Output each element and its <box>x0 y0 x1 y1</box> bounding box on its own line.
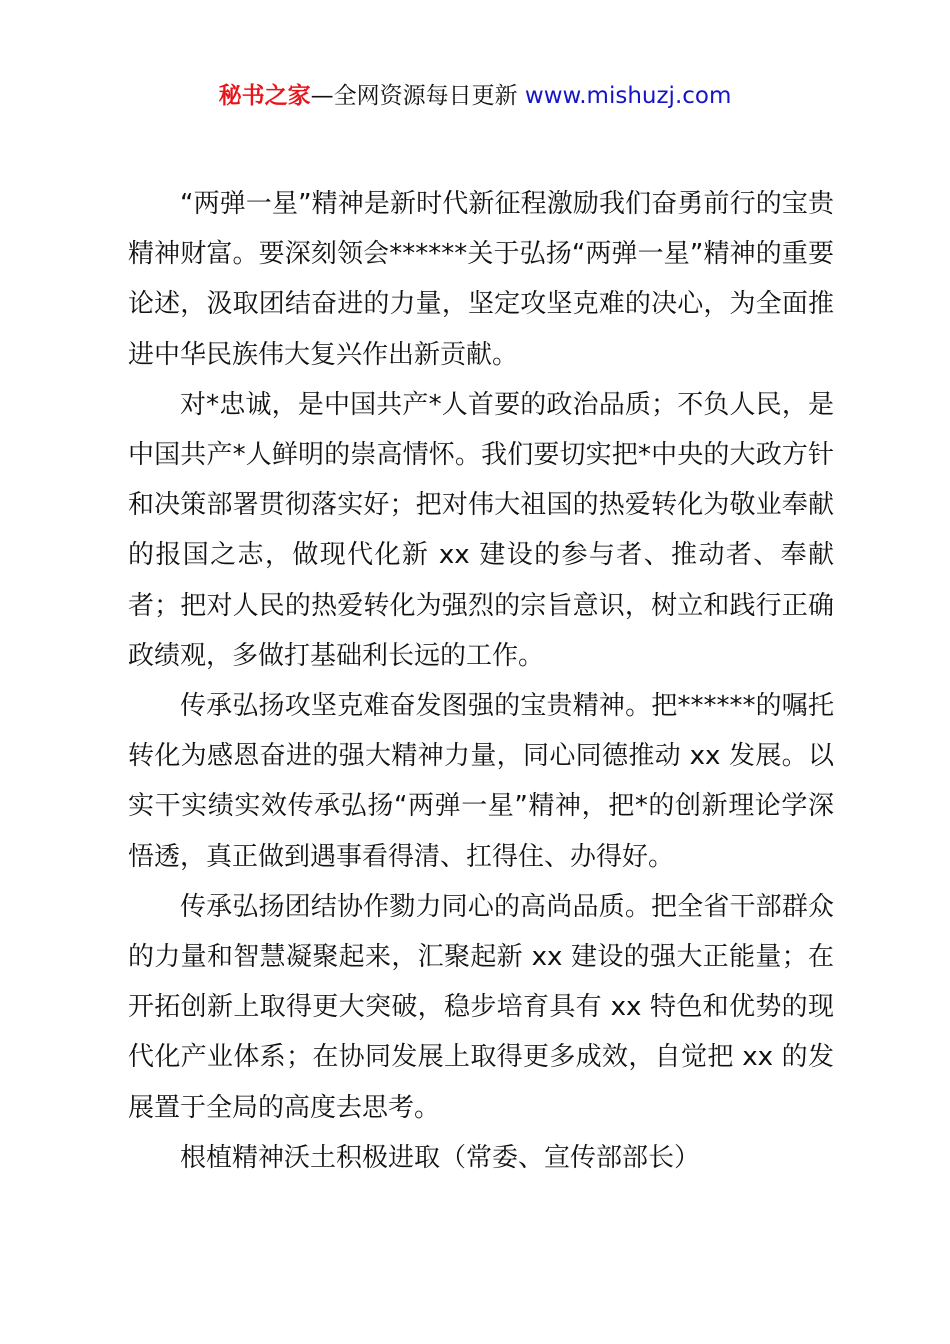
document-body <box>128 179 834 1183</box>
paragraph: 传承弘扬攻坚克难奋发图强的宝贵精神。把******的嘱托转化为感恩奋进的强大精神力量，同心同德推动 xx 发展。以实干实绩实效传承弘扬“两弹一星”精神，把*的创新理论学深悟透，真正做到遇事看得清、扛得住、办得好。 <box>128 691 834 872</box>
site-url-link[interactable]: www.mishuzj.com <box>524 83 732 109</box>
paragraph: 根植精神沃土积极进取（常委、宣传部部长） <box>180 1142 701 1173</box>
site-tagline: —全网资源每日更新 <box>310 83 525 109</box>
paragraph: 传承弘扬团结协作勠力同心的高尚品质。把全省干部群众的力量和智慧凝聚起来，汇聚起新 xx 建设的强大正能量；在开拓创新上取得更大突破，稳步培育具有 xx 特色和优势的现代化产业体系；在协同发展上取得更多成效，自觉把 xx 的发展置于全局的高度去思考。 <box>128 891 834 1123</box>
page-header <box>0 80 950 112</box>
paragraph: 对*忠诚，是中国共产*人首要的政治品质；不负人民，是中国共产*人鲜明的崇高情怀。我们要切实把*中央的大政方针和决策部署贯彻落实好；把对伟大祖国的热爱转化为敬业奉献的报国之志，做现代化新 xx 建设的参与者、推动者、奉献者；把对人民的热爱转化为强烈的宗旨意识，树立和践行正确政绩观，多做打基础利长远的工作。 <box>128 389 834 671</box>
paragraph: “两弹一星”精神是新时代新征程激励我们奋勇前行的宝贵精神财富。要深刻领会******关于弘扬“两弹一星”精神的重要论述，汲取团结奋进的力量，坚定攻坚克难的决心，为全面推进中华民族伟大复兴作出新贡献。 <box>128 189 834 370</box>
site-brand: 秘书之家 <box>218 83 311 109</box>
